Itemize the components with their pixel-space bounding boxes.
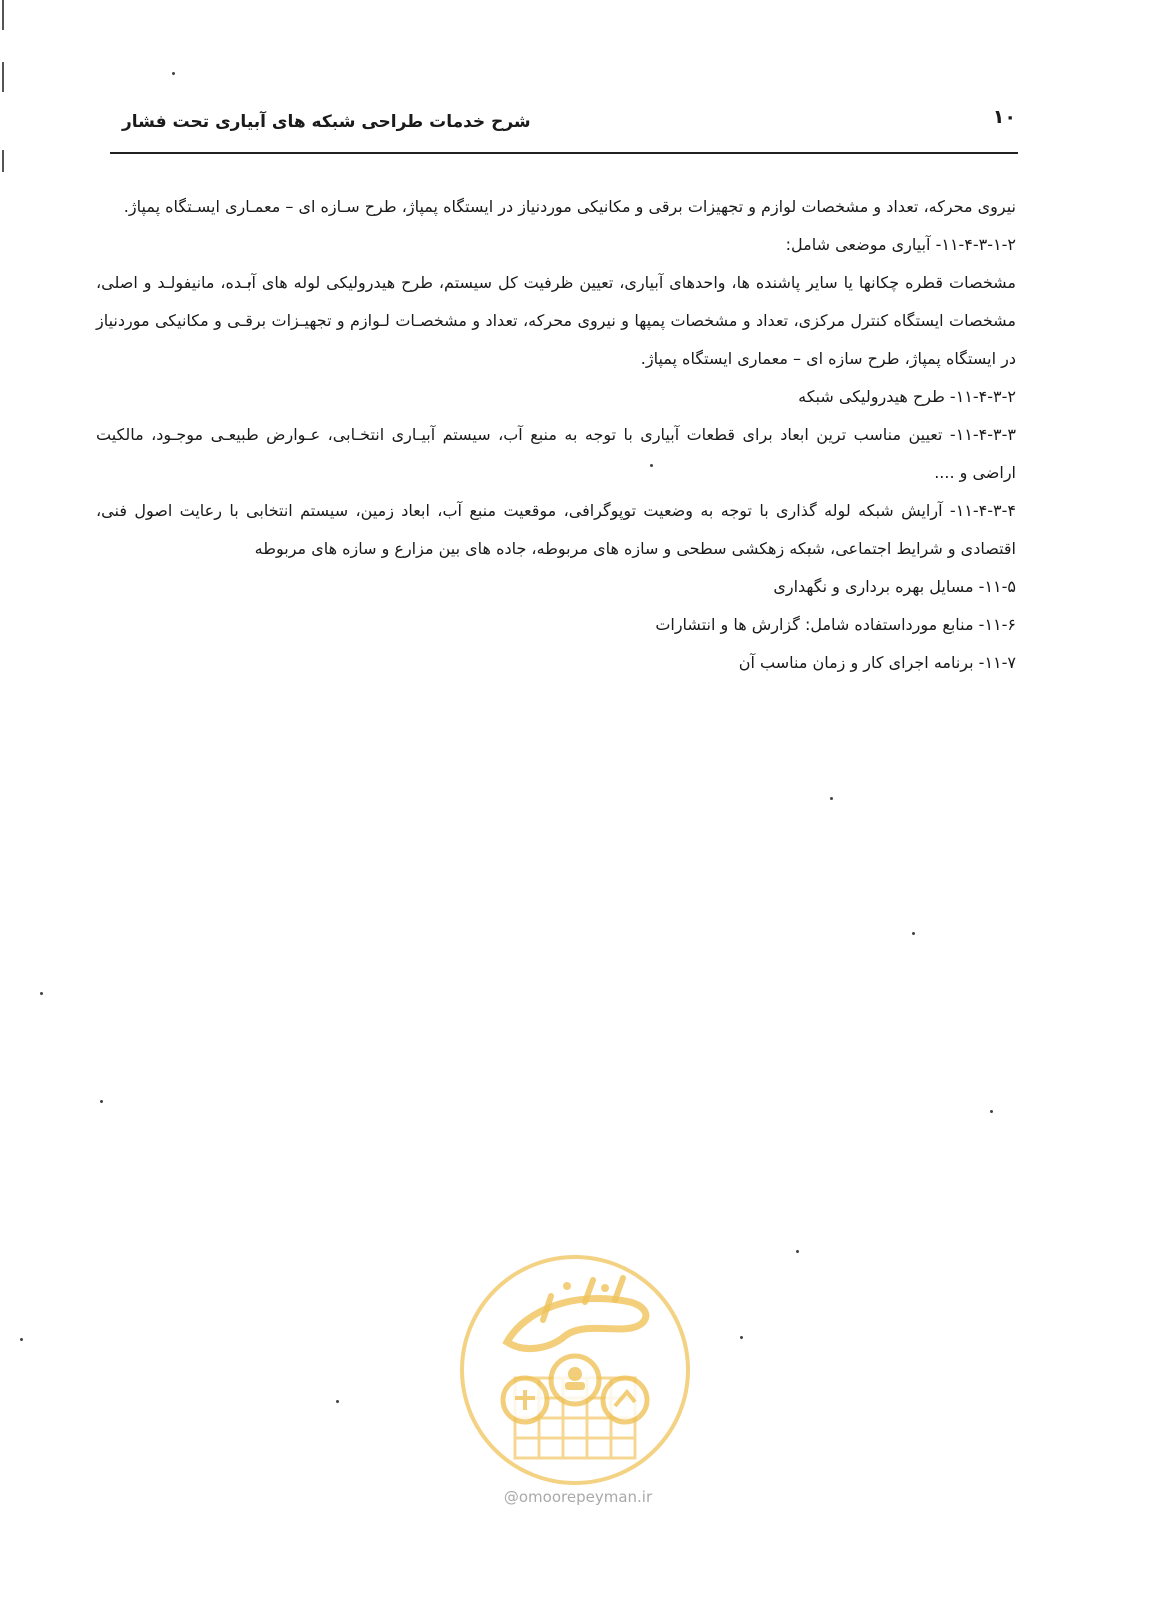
paragraph: مشخصات قطره چکانها یا سایر پاشنده ها، واحدهای آبیاری، تعیین ظرفیت کل سیستم، طرح هیدرولیکی لوله های آبـده، مانیفولـد و اصلی، مشخصات ایستگاه کنترل مرکزی، تعداد و مشخصات پمپها و نیروی محرکه، تعداد و مشخصـات لـوازم و تجهیـزات برقـی و مکانیکی موردنیاز در ایستگاه پمپاژ، طرح سازه ای – معماری ایستگاه پمپاژ. <box>96 273 1016 368</box>
section-heading: ۱۱-۴-۳-۲- طرح هیدرولیکی شبکه <box>798 387 1016 406</box>
watermark-logo-icon <box>455 1250 695 1490</box>
scan-edge-mark <box>2 150 4 172</box>
page-header <box>110 100 1018 154</box>
header-title: شرح خدمات طراحی شبکه های آبیاری تحت فشار <box>122 112 531 132</box>
scan-speck <box>740 1336 743 1339</box>
scan-speck <box>172 72 175 75</box>
scan-speck <box>40 992 43 995</box>
scan-edge-mark <box>2 62 4 92</box>
scan-speck <box>796 1250 799 1253</box>
scan-speck <box>100 1100 103 1103</box>
scan-speck <box>830 797 833 800</box>
body-text <box>96 188 1016 682</box>
scan-speck <box>20 1338 23 1341</box>
paragraph: نیروی محرکه، تعداد و مشخصات لوازم و تجهیزات برقی و مکانیکی موردنیاز در ایستگاه پمپاژ، طرح سـازه ای – معمـاری ایسـتگاه پمپاژ. <box>123 197 1016 216</box>
section-heading: ۱۱-۷- برنامه اجرای کار و زمان مناسب آن <box>738 653 1016 672</box>
section-heading: ۱۱-۵- مسایل بهره برداری و نگهداری <box>773 577 1016 596</box>
page-number: ۱۰ <box>992 106 1016 128</box>
scan-speck <box>990 1110 993 1113</box>
scan-speck <box>912 932 915 935</box>
section-heading: ۱۱-۴-۳-۱-۲- آبیاری موضعی شامل: <box>785 235 1016 254</box>
paragraph: ۱۱-۴-۳-۴- آرایش شبکه لوله گذاری با توجه به وضعیت توپوگرافی، موقعیت منبع آب، ابعاد زمین، سیستم انتخابی با رعایت اصول فنی، اقتصادی و شرایط اجتماعی، شبکه زهکشی سطحی و سازه های مربوطه، جاده های بین مزارع و سازه های مربوطه <box>96 501 1016 558</box>
section-heading: ۱۱-۶- منابع مورداستفاده شامل: گزارش ها و انتشارات <box>655 615 1016 634</box>
scan-speck <box>336 1400 339 1403</box>
watermark-url: @omoorepeyman.ir <box>503 1488 653 1506</box>
scan-edge-mark <box>2 0 4 30</box>
paragraph: ۱۱-۴-۳-۳- تعیین مناسب ترین ابعاد برای قطعات آبیاری با توجه به منبع آب، سیستم آبیـاری انتخـابی، عـوارض طبیعـی موجـود، مالکیت اراضی و .... <box>96 425 1016 482</box>
